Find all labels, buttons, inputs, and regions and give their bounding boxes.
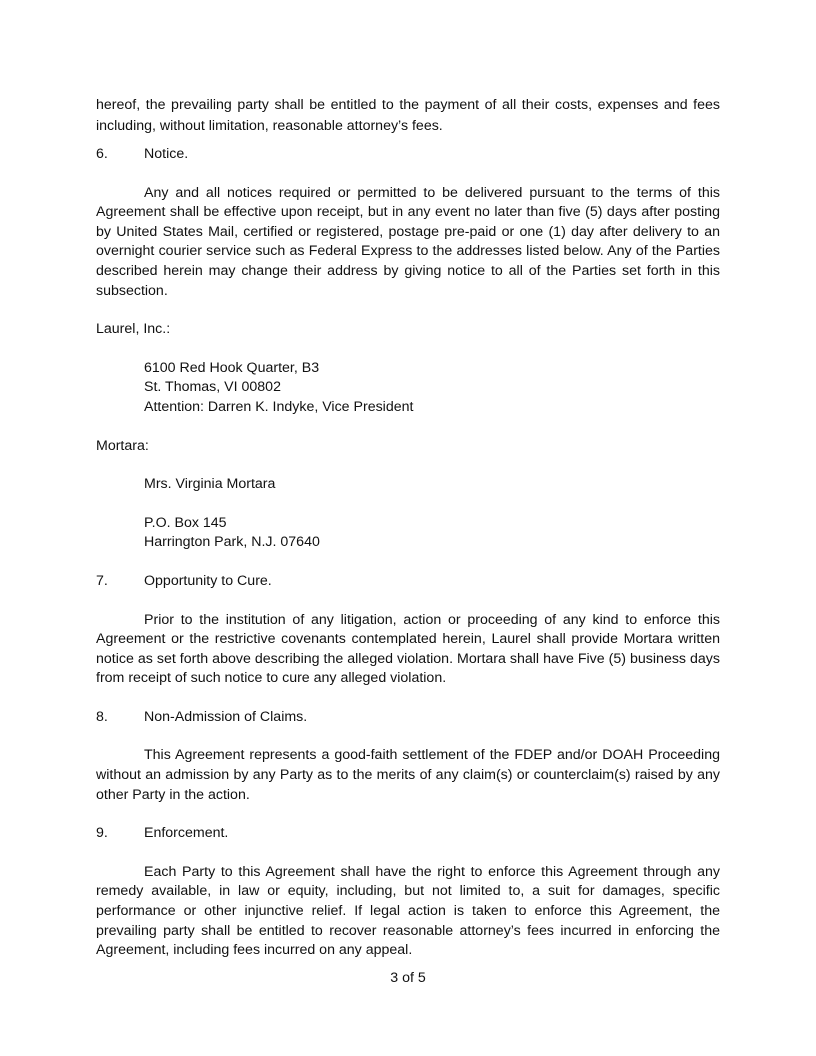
section-number: 7. — [96, 572, 108, 589]
address-name: Mrs. Virginia Mortara — [144, 476, 276, 493]
enforcement-paragraph: Each Party to this Agreement shall have the right to enforce this Agreement through any remedy available, in law or equity, including, but not limited to, a suit for damages, specific performance or other injunctive relief. If legal action is taken to enforce this Agreement, the prevailing party shall be entitled to recover reasonable attorney’s fees incurred in enforcing the Agreement, including fees incurred on any appeal. — [96, 863, 720, 959]
carryover-paragraph: hereof, the prevailing party shall be entitled to the payment of all their costs, expenses and fees including, without limitation, reasonable attorney’s fees. — [96, 97, 720, 134]
cure-paragraph: Prior to the institution of any litigation, action or proceeding of any kind to enforce this Agreement or the restrictive covenants contemplated herein, Laurel shall provide Mortara written notice as set forth above describing the alleged violation. Mortara shall have Five (5) business days from receipt of such notice to cure any alleged violation. — [96, 611, 720, 687]
laurel-address-label: Laurel, Inc.: — [96, 321, 171, 338]
section-title: Enforcement. — [144, 825, 229, 842]
document-page — [96, 95, 720, 961]
section-number: 8. — [96, 708, 108, 725]
section-heading-enforcement — [96, 824, 720, 844]
section-heading-non-admission — [96, 708, 720, 728]
section-title: Opportunity to Cure. — [144, 572, 272, 589]
address-line: Attention: Darren K. Indyke, Vice President — [144, 398, 414, 415]
non-admission-paragraph: This Agreement represents a good-faith settlement of the FDEP and/or DOAH Proceeding without an admission by any Party as to the merits of any claim(s) or counterclaim(s) raised by any other Party in the action. — [96, 747, 720, 803]
section-heading-cure — [96, 572, 720, 592]
address-line: 6100 Red Hook Quarter, B3 — [144, 359, 320, 376]
section-number: 9. — [96, 825, 108, 842]
mortara-address-label: Mortara: — [96, 437, 149, 454]
address-spacer — [144, 495, 720, 514]
section-title: Notice. — [144, 146, 189, 162]
address-line: St. Thomas, VI 00802 — [144, 379, 281, 396]
mortara-address-block — [144, 475, 720, 553]
page-number: 3 of 5 — [390, 970, 426, 986]
address-line: Harrington Park, N.J. 07640 — [144, 534, 320, 551]
section-number: 6. — [96, 146, 108, 162]
section-heading-notice — [96, 145, 720, 165]
laurel-address-block — [144, 359, 720, 418]
section-title: Non-Admission of Claims. — [144, 708, 308, 725]
address-line: P.O. Box 145 — [144, 514, 227, 531]
notice-paragraph: Any and all notices required or permitted to be delivered pursuant to the terms of this Agreement shall be effective upon receipt, but in any event no later than five (5) days after posting by United States Mail, certified or registered, postage pre-paid or one (1) day after delivery to an overnight courier service such as Federal Express to the addresses listed below. Any of the Parties described herein may change their address by giving notice to all of the Parties set forth in this subsection. — [96, 184, 720, 299]
